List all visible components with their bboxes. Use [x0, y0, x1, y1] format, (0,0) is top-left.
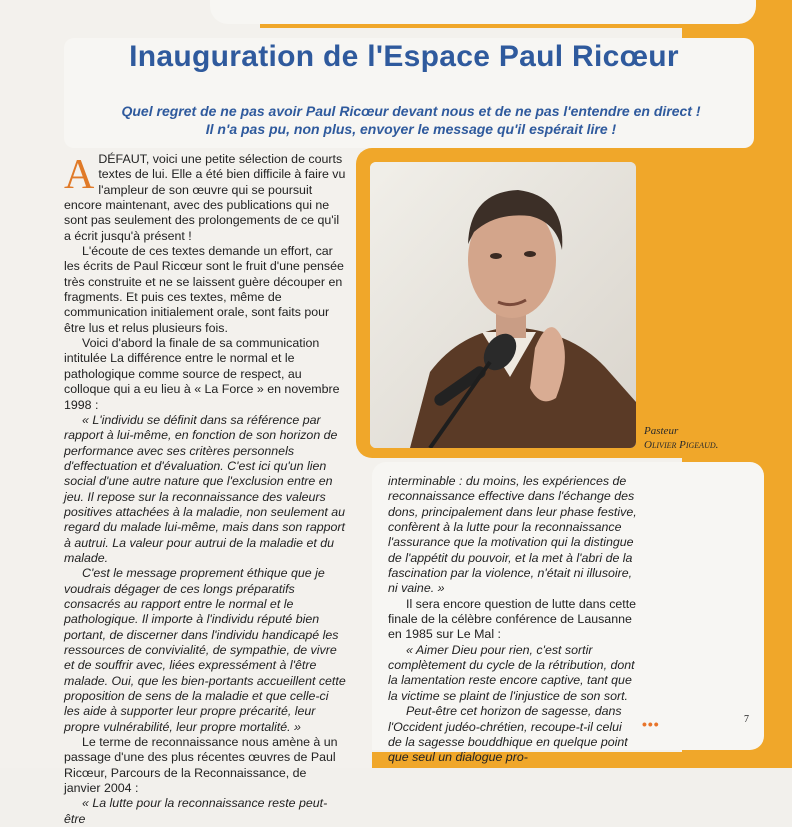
paragraph: DÉFAUT, voici une petite sélection de courts textes de lui. Elle a été bien difficile à faire vu l'ampleur de son œuvre qui se poursuit encore maintenant, avec des publications qui ne sont pas seulement des prolongements de ce qu'il a écrit jusqu'à présent !	[64, 152, 346, 243]
subtitle	[74, 102, 748, 138]
quote-paragraph: Peut-être cet horizon de sagesse, dans l'Occident judéo-chrétien, recoupe-t-il celui de la sagesse bouddhique en quelque point que seul un dialogue pro-	[388, 704, 628, 765]
drop-cap: A	[64, 152, 95, 198]
subtitle-line-2: Il n'a pas pu, non plus, envoyer le message qu'il espérait lire !	[205, 121, 617, 137]
top-white-strip	[210, 0, 756, 24]
quote-paragraph: C'est le message proprement éthique que je voudrais dégager de ces longs préparatifs consacrés au rapport entre le normal et le pathologique. Il importe à l'individu réputé bien portant, de discerner dans l'individu handicapé les ressources de convivialité, de sympathie, de vivre et de souffrir avec, liées expressément à l'être malade. Oui, que les bien-portants accueillent cette proposition de sens de la maladie et que celle-ci les aide à supporter leur propre précarité, leur propre vulnérabilité, leur propre mortalité. »	[64, 566, 346, 734]
page-number: 7	[744, 714, 749, 725]
quote-paragraph: interminable : du moins, les expériences de reconnaissance effective dans l'échange des dons, principalement dans leur phase festive, confèrent à la lutte pour la reconnaissance l'assurance que la motivation qui la distingue de l'appétit du pouvoir, et la met à l'abri de la fascination par la violence, n'était ni illusoire, ni vaine. »	[388, 474, 637, 596]
paragraph: L'écoute de ces textes demande un effort, car les écrits de Paul Ricœur sont le fruit d'une pensée très construite et ne se laissent guère découper en fragments. Et puis ces textes, même de communication initialement orale, sont faits pour être lus et relus plusieurs fois.	[64, 244, 344, 335]
right-text-column	[388, 474, 638, 766]
portrait-photo	[370, 162, 636, 448]
caption-line-1: Pasteur	[644, 425, 679, 437]
subtitle-line-1: Quel regret de ne pas avoir Paul Ricœur devant nous et de ne pas l'entendre en direct !	[121, 103, 701, 119]
photo-caption	[644, 424, 754, 452]
paragraph: Voici d'abord la finale de sa communication intitulée La différence entre le normal et le pathologique comme source de respect, au colloque qui a eu lieu à « La Force » en novembre 1998 :	[64, 336, 340, 412]
left-text-column	[64, 152, 346, 827]
caption-line-2: Olivier Pigeaud.	[644, 439, 719, 451]
quote-paragraph: « L'individu se définit dans sa référence par rapport à lui-même, en fonction de son horizon de performance avec ses critères personnels d'effectuation et d'évaluation. C'est ici qu'un lien social d'une autre nature que l'exclusion entre en jeu. Il repose sur la reconnaissance des valeurs positives attachées à la maladie, non seulement au regard du malade lui-même, mais dans son rapport à autrui. La valeur pour autrui de la maladie et du malade.	[64, 412, 346, 565]
page-title: Inauguration de l'Espace Paul Ricœur	[129, 40, 679, 73]
paragraph: Le terme de reconnaissance nous amène à un passage d'une des plus récentes œuvres de Paul Ricœur, Parcours de la Reconnaissance, de janvier 2004 :	[64, 735, 338, 796]
portrait-illustration	[370, 162, 636, 448]
decorative-dots: •••	[642, 716, 660, 732]
quote-paragraph: « Aimer Dieu pour rien, c'est sortir complètement du cycle de la rétribution, dont la lamentation reste encore captive, tant que la victime se plaint de l'injustice de son sort.	[388, 642, 635, 703]
quote-paragraph: « La lutte pour la reconnaissance reste peut-être	[64, 796, 328, 826]
paragraph: Il sera encore question de lutte dans cette finale de la célèbre conférence de Lausanne en 1985 sur Le Mal :	[388, 596, 637, 642]
